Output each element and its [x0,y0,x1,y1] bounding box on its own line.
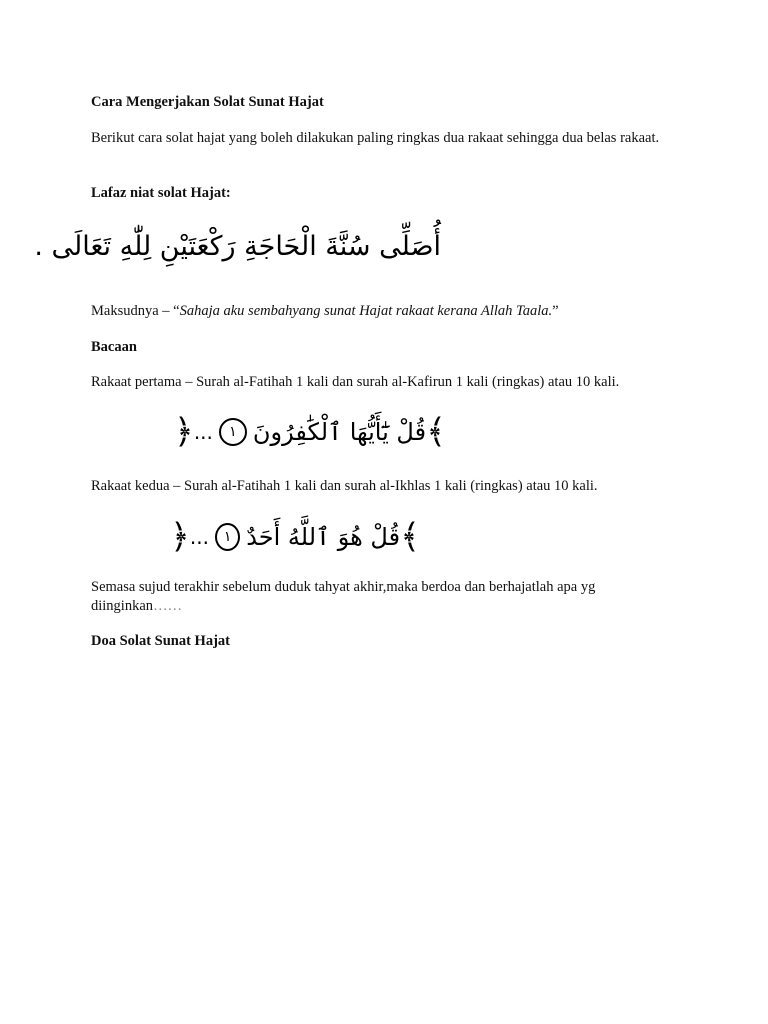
verse-close-ornament: ﴿ [170,517,190,557]
kafirun-verse [146,412,446,452]
verse-ellipsis: ... [189,524,209,549]
verse-ellipsis: ... [193,419,213,444]
ayah-number-badge: ١ [219,418,247,446]
semasa-sujud-text: Semasa sujud terakhir sebelum duduk tahyat akhir,maka berdoa dan berhajatlah apa yg diinginkan [91,579,596,614]
trailing-dots: …… [153,598,183,614]
rakaat-kedua-text: Rakaat kedua – Surah al-Fatihah 1 kali dan surah al-Ikhlas 1 kali (ringkas) atau 10 kali. [91,478,598,494]
page-title: Cara Mengerjakan Solat Sunat Hajat [91,94,324,110]
bacaan-heading: Bacaan [91,339,137,355]
verse-close-ornament: ﴿ [173,412,194,452]
maksud-suffix: ” [552,303,559,319]
ikhlas-verse [170,516,420,558]
intro-paragraph: Berikut cara solat hajat yang boleh dilakukan paling ringkas dua rakaat sehingga dua belas rakaat. [91,130,660,146]
niat-arabic-text: أُصَلِّى سُنَّةَ الْحَاجَةِ رَكْعَتَيْنِ لِلّٰهِ تَعَالَى . [34,231,441,262]
ayah-number-badge: ١ [215,523,240,551]
verse-open-ornament: ﴾ [400,517,420,557]
verse-open-ornament: ﴾ [426,412,446,452]
maksud-paragraph [91,302,671,321]
rakaat-pertama-text: Rakaat pertama – Surah al-Fatihah 1 kali dan surah al-Kafirun 1 kali (ringkas) atau 10 kali. [91,374,620,390]
doa-heading: Doa Solat Sunat Hajat [91,633,230,649]
maksud-translation: Sahaja aku sembahyang sunat Hajat rakaat kerana Allah Taala. [179,303,553,319]
maksud-prefix: Maksudnya – “ [91,303,180,319]
ikhlas-verse-text: قُلْ هُوَ ٱللَّهُ أَحَدٌ [246,522,401,551]
niat-heading: Lafaz niat solat Hajat: [91,185,231,201]
kafirun-verse-text: قُلْ يَٰٓأَيُّهَا ٱلْكَٰفِرُونَ [252,417,427,446]
semasa-sujud-paragraph [91,578,671,616]
